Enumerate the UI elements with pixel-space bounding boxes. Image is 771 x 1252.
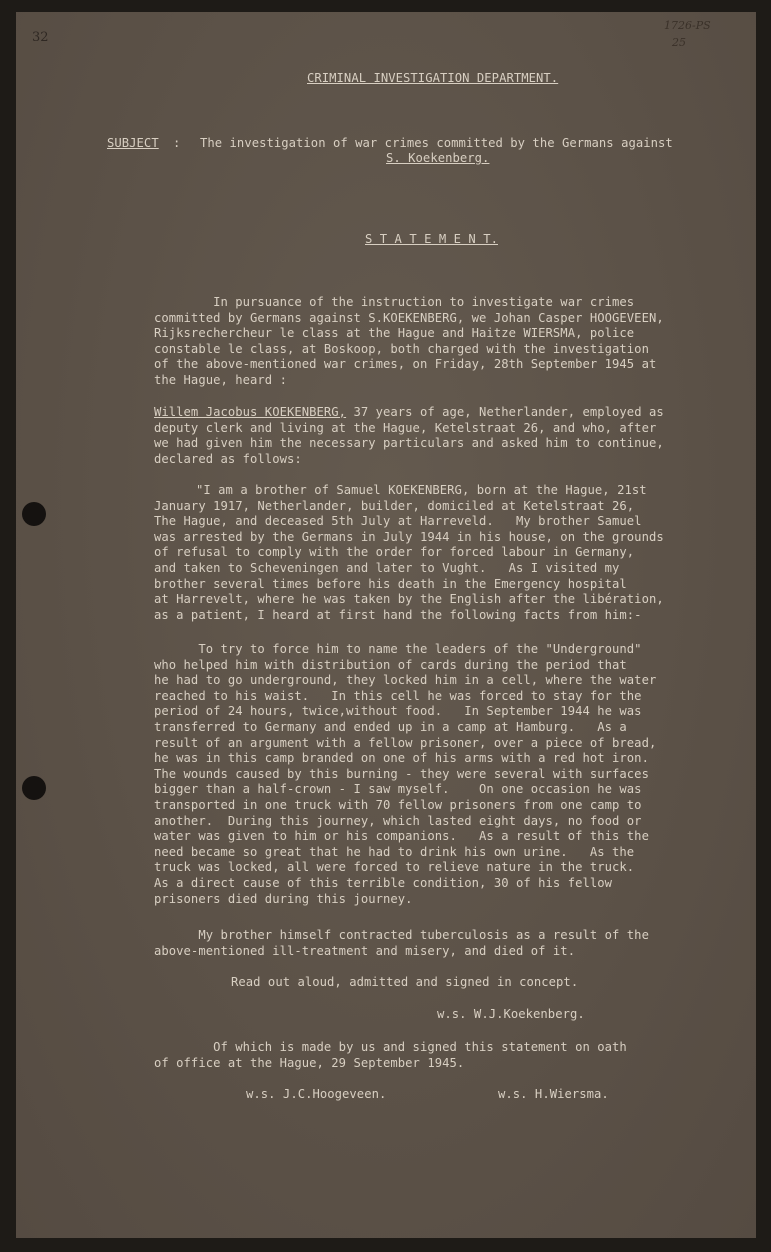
statement-line: prisoners died during this journey. xyxy=(154,891,413,906)
department-title: CRIMINAL INVESTIGATION DEPARTMENT. xyxy=(307,71,559,85)
intro-line: committed by Germans against S.KOEKENBERG, we Johan Casper HOOGEVEEN, xyxy=(154,310,664,325)
read-out-line: Read out aloud, admitted and signed in concept. xyxy=(231,975,579,989)
statement-line: above-mentioned ill-treatment and misery, and died of it. xyxy=(154,943,576,958)
statement-line: The Hague, and deceased 5th July at Harreveld. My brother Samuel xyxy=(154,514,642,529)
witness-line: 37 years of age, Netherlander, employed as xyxy=(346,405,664,419)
witness-signature: w.s. W.J.Koekenberg. xyxy=(437,1007,585,1021)
statement-line: To try to force him to name the leaders of the "Underground" xyxy=(154,642,642,656)
oath-line: of office at the Hague, 29 September 1945. xyxy=(154,1055,465,1070)
witness-line: we had given him the necessary particulars and asked him to continue, xyxy=(154,436,664,451)
statement-line: brother several times before his death in the Emergency hospital xyxy=(154,576,627,591)
statement-line: and taken to Scheveningen and later to Vught. As I visited my xyxy=(154,561,620,575)
subject-line-2: S. Koekenberg. xyxy=(386,151,490,165)
intro-line: the Hague, heard : xyxy=(154,373,287,387)
intro-line: In pursuance of the instruction to investigate war crimes xyxy=(154,295,635,309)
punch-hole-bottom xyxy=(22,776,46,800)
statement-line: as a patient, I heard at first hand the following facts from him:- xyxy=(154,607,642,622)
statement-heading: S T A T E M E N T. xyxy=(365,232,498,246)
statement-line: who helped him with distribution of cards during the period that xyxy=(154,657,627,672)
statement-line: As a direct cause of this terrible condition, 30 of his fellow xyxy=(154,876,613,890)
statement-line: another. During this journey, which lasted eight days, no food or xyxy=(154,813,642,828)
signature-hoogeveen: w.s. J.C.Hoogeveen. xyxy=(246,1087,387,1101)
witness-line: deputy clerk and living at the Hague, Ketelstraat 26, and who, after xyxy=(154,420,657,435)
statement-line: "I am a brother of Samuel KOEKENBERG, born at the Hague, 21st xyxy=(196,483,647,497)
statement-line: transferred to Germany and ended up in a camp at Hamburg. As a xyxy=(154,720,627,734)
oath-line: Of which is made by us and signed this statement on oath xyxy=(154,1040,627,1054)
statement-line: truck was locked, all were forced to relieve nature in the truck. xyxy=(154,860,635,875)
archive-subnumber: 25 xyxy=(672,36,686,49)
statement-line: he was in this camp branded on one of his arms with a red hot iron. xyxy=(154,751,649,766)
statement-line: result of an argument with a fellow prisoner, over a piece of bread, xyxy=(154,735,657,750)
statement-line: was arrested by the Germans in July 1944 in his house, on the grounds xyxy=(154,529,664,544)
statement-line: My brother himself contracted tuberculosis as a result of the xyxy=(154,928,649,942)
statement-line: transported in one truck with 70 fellow prisoners from one camp to xyxy=(154,798,642,812)
statement-line: he had to go underground, they locked him in a cell, where the water xyxy=(154,673,657,688)
subject-separator: : xyxy=(173,136,181,150)
signature-wiersma: w.s. H.Wiersma. xyxy=(498,1087,609,1101)
archive-number: 1726-PS xyxy=(664,19,711,32)
statement-line: The wounds caused by this burning - they were several with surfaces xyxy=(154,766,649,781)
statement-line: need became so great that he had to drink his own urine. As the xyxy=(154,844,635,859)
statement-line: of refusal to comply with the order for forced labour in Germany, xyxy=(154,545,635,560)
statement-line: reached to his waist. In this cell he was forced to stay for the xyxy=(154,688,642,703)
subject-line-1: The investigation of war crimes committed by the Germans against xyxy=(200,136,673,150)
statement-line: water was given to him or his companions. As a result of this the xyxy=(154,829,649,844)
punch-hole-top xyxy=(22,502,46,526)
intro-line: of the above-mentioned war crimes, on Friday, 28th September 1945 at xyxy=(154,357,657,372)
intro-line: Rijksrechercheur le class at the Hague and Haitze WIERSMA, police xyxy=(154,326,635,341)
witness-line: declared as follows: xyxy=(154,451,302,466)
statement-line: January 1917, Netherlander, builder, domiciled at Ketelstraat 26, xyxy=(154,498,635,513)
witness-name: Willem Jacobus KOEKENBERG, xyxy=(154,405,347,419)
statement-line: period of 24 hours, twice,without food. In September 1944 he was xyxy=(154,704,642,719)
intro-line: constable le class, at Boskoop, both charged with the investigation xyxy=(154,341,649,356)
statement-line: at Harrevelt, where he was taken by the English after the libération, xyxy=(154,592,664,607)
margin-mark: 32 xyxy=(32,30,49,45)
subject-label: SUBJECT xyxy=(107,136,159,150)
statement-line: bigger than a half-crown - I saw myself. On one occasion he was xyxy=(154,782,642,797)
